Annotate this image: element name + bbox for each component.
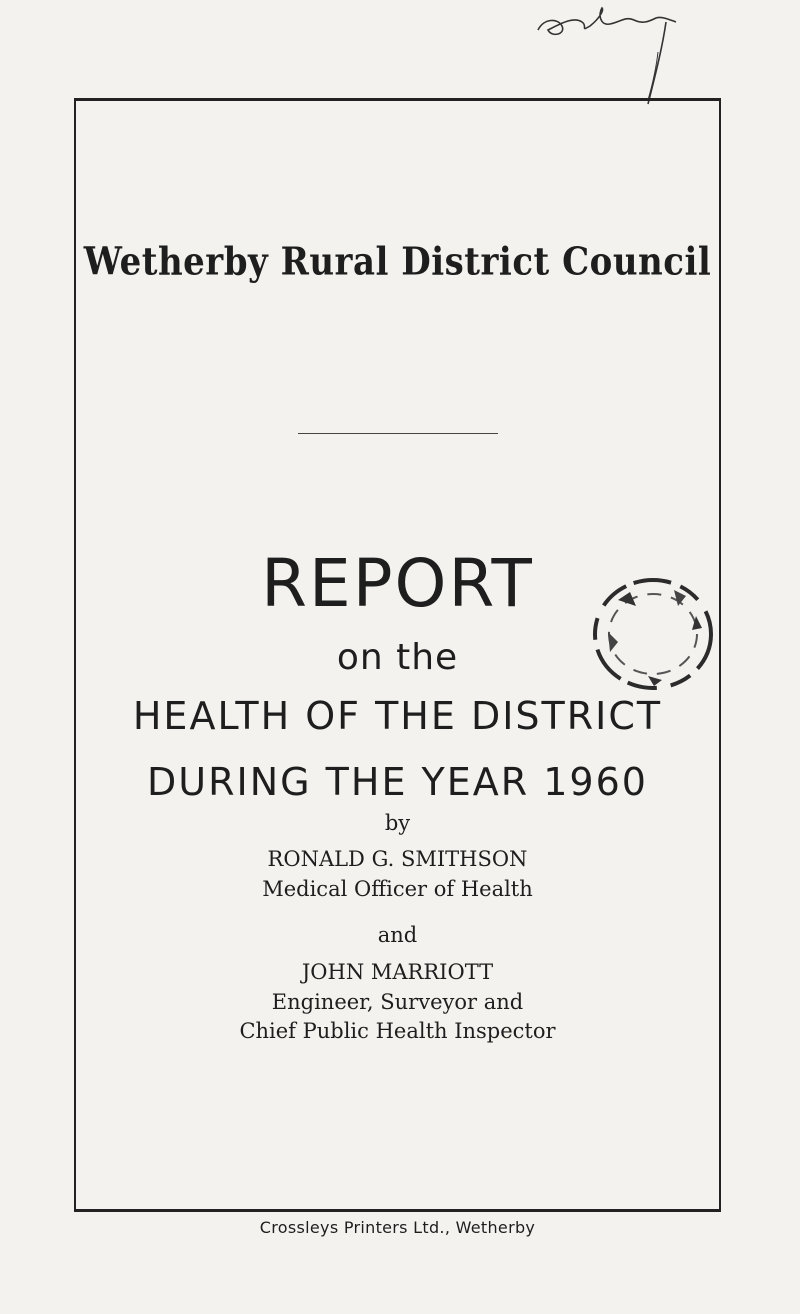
by-label: by	[384, 811, 411, 835]
and-label: and	[377, 923, 418, 947]
council-name: Wetherby Rural District Council	[83, 239, 712, 285]
report-title: REPORT	[261, 545, 534, 622]
subtitle-year: DURING THE YEAR 1960	[147, 760, 648, 804]
divider-rule	[298, 433, 498, 434]
handwritten-signature	[530, 0, 690, 110]
author2-name: JOHN MARRIOTT	[301, 960, 494, 984]
author1-role: Medical Officer of Health	[262, 877, 533, 901]
author2-role-line1: Engineer, Surveyor and	[271, 990, 524, 1014]
subtitle-health-of-district: HEALTH OF THE DISTRICT	[132, 694, 663, 738]
subtitle-on-the: on the	[336, 637, 459, 678]
printer-credit: Crossleys Printers Ltd., Wetherby	[259, 1218, 536, 1237]
author1-name: RONALD G. SMITHSON	[267, 847, 528, 871]
author2-role-line2: Chief Public Health Inspector	[239, 1019, 556, 1043]
